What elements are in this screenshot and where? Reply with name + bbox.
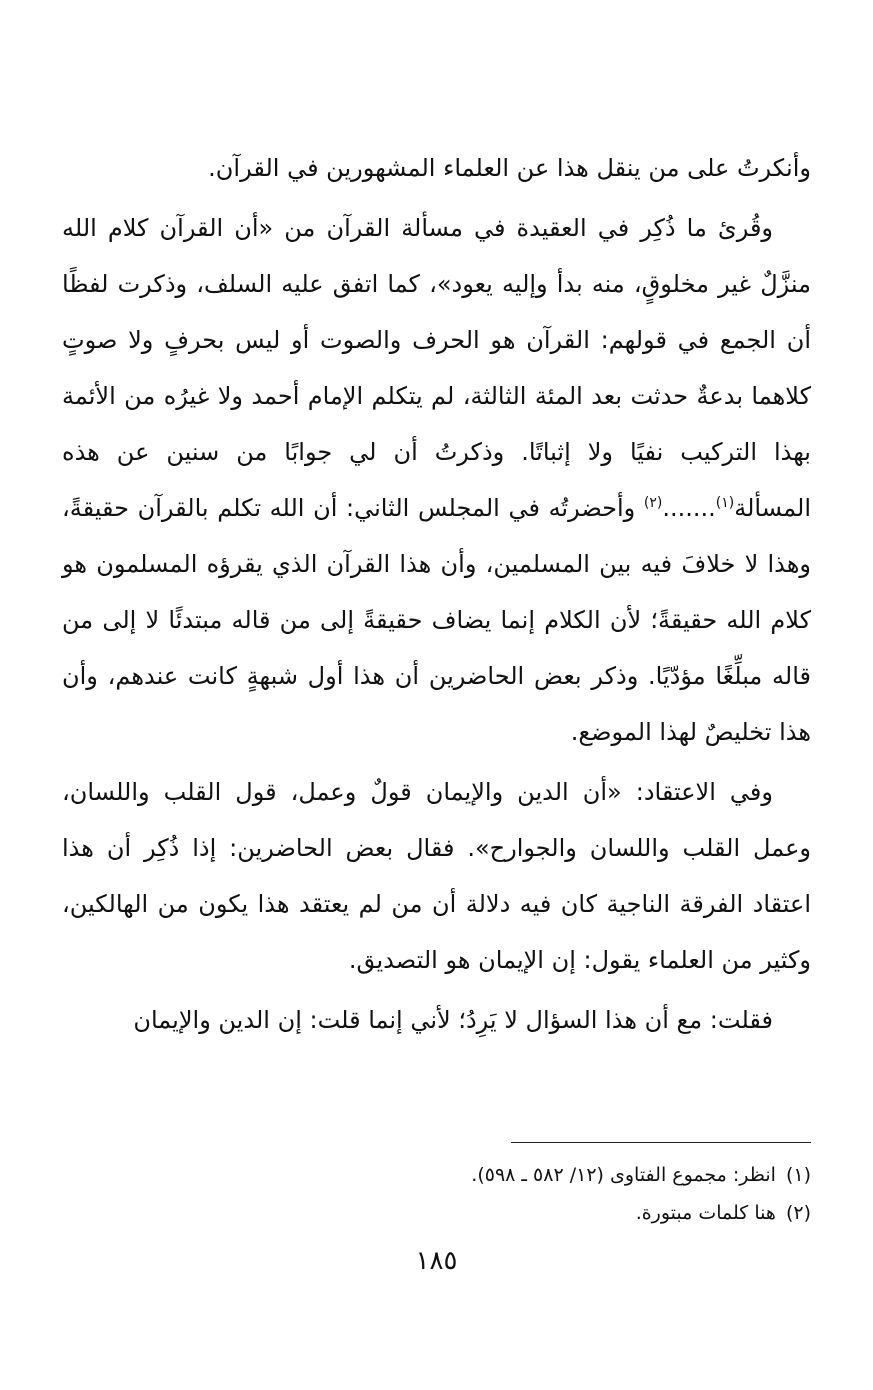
paragraph-2-part-2: وأحضرتُه في المجلس الثاني: أن الله تكلم بالقرآن حقيقةً، وهذا لا خلافَ فيه بين المسلمين، وأن هذا القرآن الذي يقرؤه المسلمون هو كلام الله حقيقةً؛ لأن الكلام إنما يضاف حقيقةً إلى من قاله مبتدئًا لا إلى من قاله مبلِّغًا مؤدّيًا. وذكر بعض الحاضرين أن هذا أول شبهةٍ كانت عندهم، وأن هذا تخليصٌ لهذا الموضع. [62, 494, 811, 746]
page-number: ١٨٥ [415, 1246, 458, 1276]
footnote-2 [62, 1194, 811, 1232]
omission-dots: ....... [662, 494, 716, 522]
paragraph-4: فقلت: مع أن هذا السؤال لا يَرِدُ؛ لأني إنما قلت: إن الدين والإيمان [133, 1006, 773, 1034]
paragraph-3: وفي الاعتقاد: «أن الدين والإيمان قولٌ وعمل، قول القلب واللسان، وعمل القلب واللسان والجوارح». فقال بعض الحاضرين: إذا ذُكِر أن هذا اعتقاد الفرقة الناجية كان فيه دلالة أن من لم يعتقد هذا يكون من الهالكين، وكثير من العلماء يقول: إن الإيمان هو التصديق. [62, 778, 811, 974]
footnote-1 [62, 1156, 811, 1194]
footnote-ref-2: (٢) [643, 495, 663, 511]
paragraph-1: وأنكرتُ على من ينقل هذا عن العلماء المشهورين في القرآن. [208, 154, 811, 182]
footnote-text: هنا كلمات مبتورة. [635, 1202, 776, 1224]
paragraph-2 [62, 200, 811, 760]
footnote-ref-1: (١) [715, 495, 735, 511]
footnote-number: (١) [785, 1164, 811, 1186]
footnote-number: (٢) [785, 1202, 811, 1224]
paragraph-2-part-1: وقُرئ ما ذُكِر في العقيدة في مسألة القرآن من «أن القرآن كلام الله منزَّلٌ غير مخلوقٍ، منه بدأ وإليه يعود»، كما اتفق عليه السلف، وذكرت لفظًا أن الجمع في قولهم: القرآن هو الحرف والصوت أو ليس بحرفٍ ولا صوتٍ كلاهما بدعةٌ حدثت بعد المئة الثالثة، لم يتكلم الإمام أحمد ولا غيرُه من الأئمة بهذا التركيب نفيًا ولا إثباتًا. وذكرتُ أن لي جوابًا من سنين عن هذه المسألة [62, 214, 811, 522]
footnote-divider [511, 1142, 811, 1143]
footnotes [62, 1156, 811, 1232]
main-text [62, 140, 811, 1052]
footnote-text: انظر: مجموع الفتاوى (١٢/ ٥٨٢ ـ ٥٩٨). [471, 1164, 776, 1186]
